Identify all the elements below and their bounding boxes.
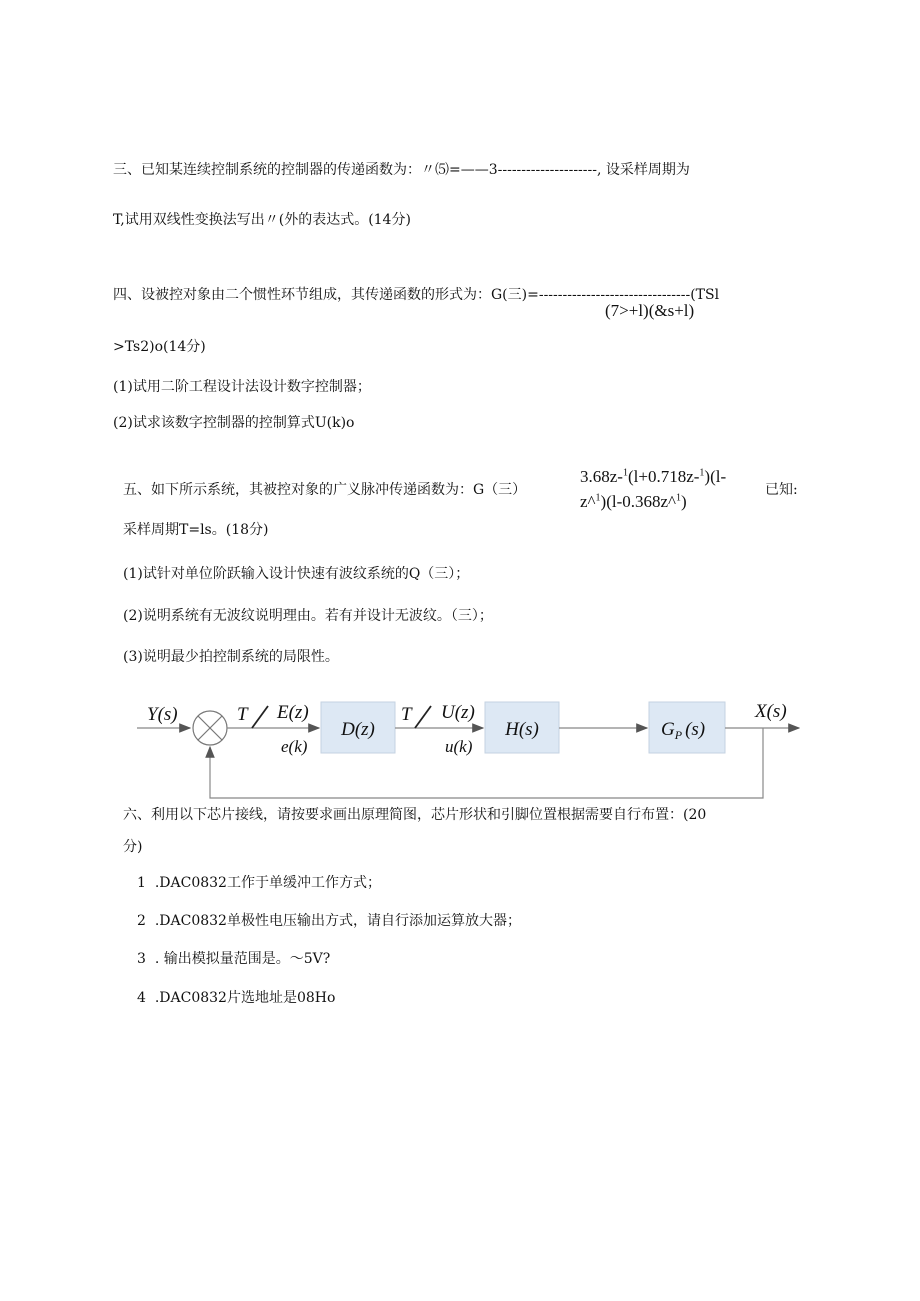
sampler1-switch-icon bbox=[252, 706, 268, 728]
q5-fraction-bottom: z^$^1$)(l-0.368z^$^1$) bbox=[580, 492, 687, 511]
q6-item-4: 4 .DAC0832片选地址是08Ho bbox=[137, 990, 336, 1006]
summing-junction-icon bbox=[193, 711, 227, 745]
q4-item2: (2)试求该数字控制器的控制算式U(k)o bbox=[113, 415, 355, 431]
error-z-label: E(z) bbox=[277, 702, 309, 723]
output-label: X(s) bbox=[755, 701, 787, 722]
q5-line2: 采样周期T=ls。(18分) bbox=[123, 522, 269, 538]
controller-label: D(z) bbox=[341, 719, 375, 740]
control-block-diagram bbox=[135, 690, 807, 802]
q5-line1: 五、如下所示系统，其被控对象的广义脉冲传递函数为：G（三） bbox=[123, 482, 527, 498]
q6-item-2: 2 .DAC0832单极性电压输出方式，请自行添加运算放大器； bbox=[137, 913, 521, 929]
error-k-label: e(k) bbox=[281, 737, 308, 756]
control-z-label: U(z) bbox=[441, 702, 475, 723]
q6-line2: 分) bbox=[123, 839, 143, 855]
input-label: Y(s) bbox=[147, 704, 178, 725]
hold-label: H(s) bbox=[505, 719, 539, 740]
q6-line1: 六、利用以下芯片接线，请按要求画出原理简图，芯片形状和引脚位置根据需要自行布置：(20 bbox=[123, 807, 707, 823]
q5-fraction-top: 3.68z-$^1$(l+0.718z-$^1$)(l- bbox=[580, 467, 727, 486]
q5-item2: (2)说明系统有无波纹说明理由。若有并设计无波纹。（三）； bbox=[123, 608, 493, 624]
q3-line1: 三、已知某连续控制系统的控制器的传递函数为：〃⑸=——3---------------------, 设采样周期为 bbox=[113, 162, 690, 178]
q4-line1: 四、设被控对象由二个惯性环节组成，其传递函数的形式为：G(三)=--------------------------------(TSl bbox=[113, 287, 720, 303]
plant-label: $G_P$ (s) bbox=[661, 719, 706, 742]
q4-denominator: (7>+l)(&s+l) bbox=[605, 301, 695, 320]
q4-line2: >Ts2)o(14分) bbox=[113, 339, 206, 355]
q3-line2: T,试用双线性变换法写出〃(外的表达式。(14分) bbox=[113, 212, 411, 228]
sampler2-label: T bbox=[401, 704, 412, 725]
q6-item-1: 1 .DAC0832工作于单缓冲工作方式； bbox=[137, 875, 381, 891]
q4-item1: (1)试用二阶工程设计法设计数字控制器； bbox=[113, 379, 371, 395]
control-k-label: u(k) bbox=[445, 737, 473, 756]
q6-item-3: 3 . 输出模拟量范围是。～5V? bbox=[137, 951, 331, 967]
q5-item3: (3)说明最少拍控制系统的局限性。 bbox=[123, 649, 339, 665]
q5-item1: (1)试针对单位阶跃输入设计快速有波纹系统的Q（三）； bbox=[123, 566, 470, 582]
sampler1-label: T bbox=[237, 704, 248, 725]
q5-known: 已知: bbox=[765, 482, 798, 498]
sampler2-switch-icon bbox=[415, 706, 431, 728]
